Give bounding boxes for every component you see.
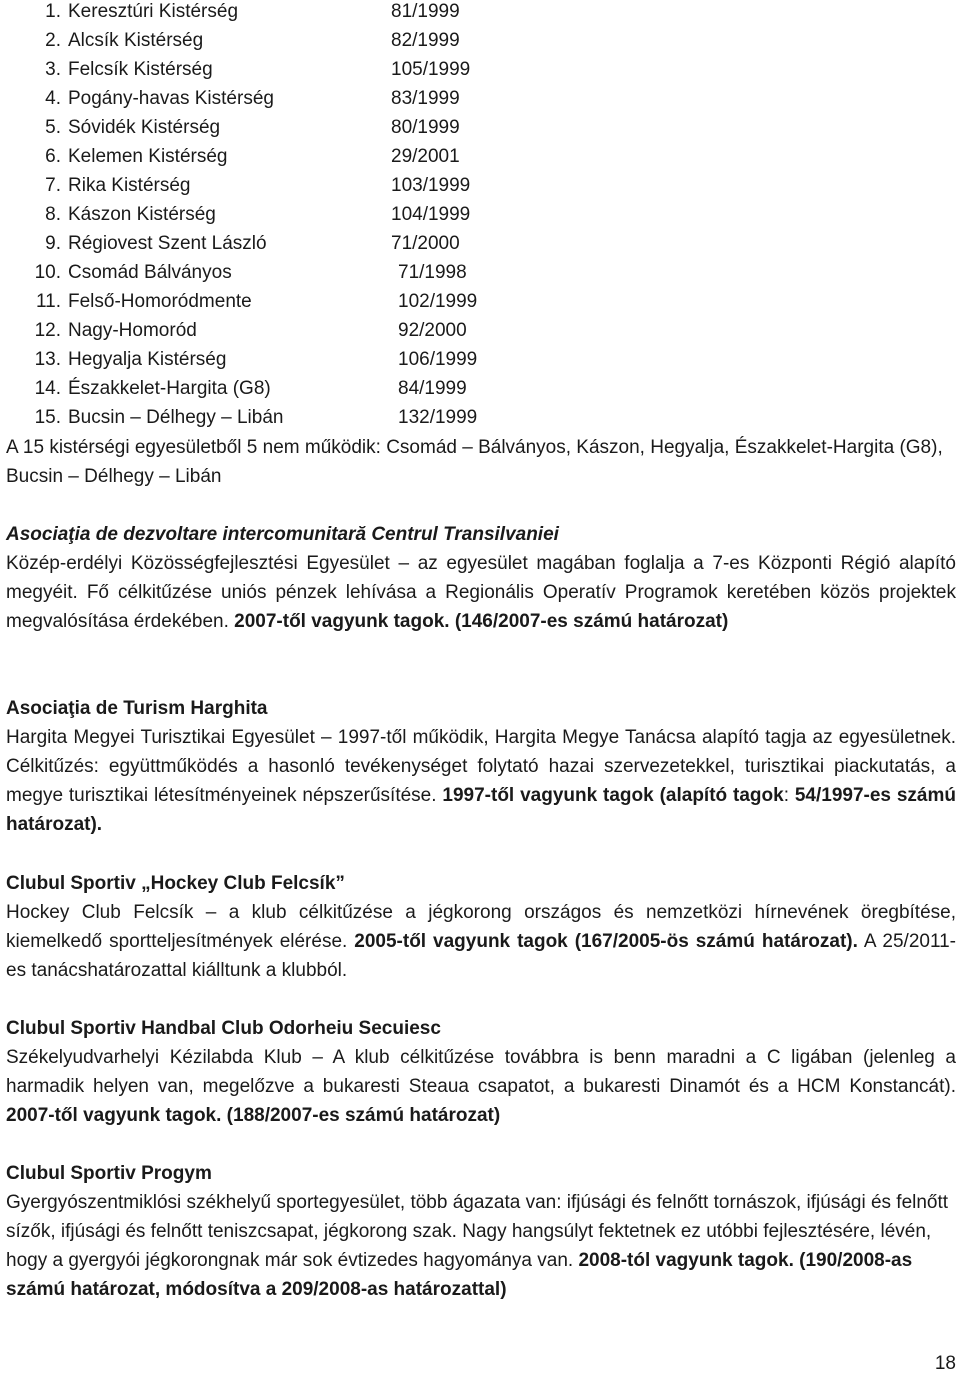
list-item-decision: 82/1999 [391,30,460,51]
membership-note: 1997-től vagyunk tagok (alapító tagok [442,785,784,806]
list-item-decision: 71/2000 [391,233,460,254]
section-title: Asociaţia de Turism Harghita [6,698,268,719]
section-turism [6,694,956,839]
section-body: Gyergyószentmiklósi székhelyű sportegyesület, több ágazata van: ifjúsági és felnőtt tornászok, ifjúsági és felnőtt sízők, ifjúsági és felnőtt teniszcsapat, jégkorong szak. Nagy hangsúlyt fektetnek ez utóbbi fejlesztésére, lévén, hogy a gyergyói jégkorongnak már sok évtizedes hagyománya van. 2008-tól vagyunk tagok. (190/2008-as számú határozat, módosítva a 209/2008-as határozattal) [6,1192,949,1300]
list-item-name: Alcsík Kistérség [68,30,204,51]
list-item-decision: 81/1999 [391,1,460,22]
section-body: Hargita Megyei Turisztikai Egyesület – 1997-től működik, Hargita Megye Tanácsa alapító tagja az egyesületnek. Célkitűzés: együttműködés a hasonló tevékenységet folytató hazai szervezetekkel, turisztikai piackutatás, a megye turisztikai létesítményeinek népszerűsítése. 1997-től vagyunk tagok (alapító tagok: 54/1997-es számú határozat). [6,727,956,835]
list-item [6,26,956,55]
list-item [6,200,956,229]
list-summary: A 15 kistérségi egyesületből 5 nem működik: Csomád – Bálványos, Kászon, Hegyalja, Északkelet-Hargita (G8), Bucsin – Délhegy – Libán [6,437,943,487]
list-item-number: 9. [45,233,61,254]
section-hockey [6,869,956,985]
list-item-decision: 132/1999 [398,407,478,428]
section-title: Clubul Sportiv Progym [6,1163,212,1184]
list-item [6,345,956,374]
list-item [6,171,956,200]
section-progym [6,1159,956,1304]
list-item-name: Északkelet-Hargita (G8) [68,378,271,399]
list-item-decision: 106/1999 [398,349,478,370]
list-item-name: Hegyalja Kistérség [68,349,227,370]
list-item-decision: 83/1999 [391,88,460,109]
list-item [6,142,956,171]
list-item-number: 8. [45,204,61,225]
list-item [6,374,956,403]
list-item [6,316,956,345]
list-item-name: Rika Kistérség [68,175,191,196]
list-item-number: 6. [45,146,61,167]
list-item-name: Csomád Bálványos [68,262,232,283]
section-body: Székelyudvarhelyi Kézilabda Klub – A klub célkitűzése továbbra is benn maradni a C ligában (jelenleg a harmadik helyen van, megelőzve a bukaresti Steaua csapatot, a bukaresti Dinamót és a HCM Konstancát). 2007-től vagyunk tagok. (188/2007-es számú határozat) [6,1047,956,1126]
list-item [6,403,956,432]
list-item-name: Keresztúri Kistérség [68,1,239,22]
section-title: Clubul Sportiv „Hockey Club Felcsík” [6,873,345,894]
section-handbal [6,1014,956,1130]
list-item [6,258,956,287]
membership-note: 2007-től vagyunk tagok. (146/2007-es számú határozat) [234,611,729,632]
list-item-number: 11. [35,291,61,312]
list-item-number: 3. [45,59,61,80]
list-item [6,84,956,113]
list-item-name: Nagy-Homoród [68,320,197,341]
list-item-number: 4. [45,88,61,109]
list-summary-block [6,433,956,491]
list-item-name: Sóvidék Kistérség [68,117,221,138]
list-item-decision: 71/1998 [398,262,467,283]
list-item-name: Bucsin – Délhegy – Libán [68,407,284,428]
list-item-number: 15. [34,407,61,428]
list-item-number: 5. [45,117,61,138]
list-item [6,113,956,142]
list-item-name: Kelemen Kistérség [68,146,228,167]
list-item-name: Pogány-havas Kistérség [68,88,274,109]
membership-note: 2008-tól vagyunk tagok. (190/2008-as számú határozat, módosítva a 209/2008-as határozattal) [6,1250,913,1300]
list-item [6,229,956,258]
list-item-decision: 102/1999 [398,291,478,312]
list-item-number: 13. [34,349,61,370]
list-item [6,287,956,316]
list-item-decision: 84/1999 [398,378,467,399]
list-item-number: 7. [45,175,61,196]
page-number: 18 [934,1353,956,1374]
list-item-name: Felcsík Kistérség [68,59,213,80]
section-title: Clubul Sportiv Handbal Club Odorheiu Secuiesc [6,1018,441,1039]
list-item-decision: 104/1999 [391,204,471,225]
list-item [6,55,956,84]
region-list [6,0,956,432]
section-body: Közép-erdélyi Közösségfejlesztési Egyesület – az egyesület magában foglalja a 7-es Központi Régió alapító megyéit. Fő célkitűzése uniós pénzek lehívása a Regionális Operatív Programok keretében közös projektek megvalósítása érdekében. 2007-től vagyunk tagok. (146/2007-es számú határozat) [6,553,956,632]
list-item-decision: 103/1999 [391,175,471,196]
membership-decision: 54/1997-es számú határozat). [6,785,956,835]
list-item-decision: 105/1999 [391,59,471,80]
section-body: Hockey Club Felcsík – a klub célkitűzése a jégkorong országos és nemzetközi hírnevének öregbítése, kiemelkedő sportteljesítmények elérése. 2005-től vagyunk tagok (167/2005-ös számú határozat). A 25/2011-es tanácshatározattal kiálltunk a klubból. [6,902,956,981]
section-centrul [6,520,956,636]
list-item-number: 2. [45,30,61,51]
list-item-name: Kászon Kistérség [68,204,216,225]
list-item-number: 12. [34,320,61,341]
list-item-number: 14. [34,378,61,399]
list-item-number: 10. [34,262,61,283]
list-item-decision: 92/2000 [398,320,467,341]
membership-note: 2005-től vagyunk tagok (167/2005-ös számú határozat). [354,931,858,952]
list-item-decision: 29/2001 [391,146,460,167]
membership-note: 2007-től vagyunk tagok. (188/2007-es számú határozat) [6,1105,501,1126]
list-item-decision: 80/1999 [391,117,460,138]
list-item-name: Felső-Homoródmente [68,291,252,312]
list-item [6,0,956,26]
list-item-number: 1. [45,1,61,22]
list-item-name: Régiovest Szent László [68,233,267,254]
section-title: Asociaţia de dezvoltare intercomunitară Centrul Transilvaniei [6,524,559,545]
